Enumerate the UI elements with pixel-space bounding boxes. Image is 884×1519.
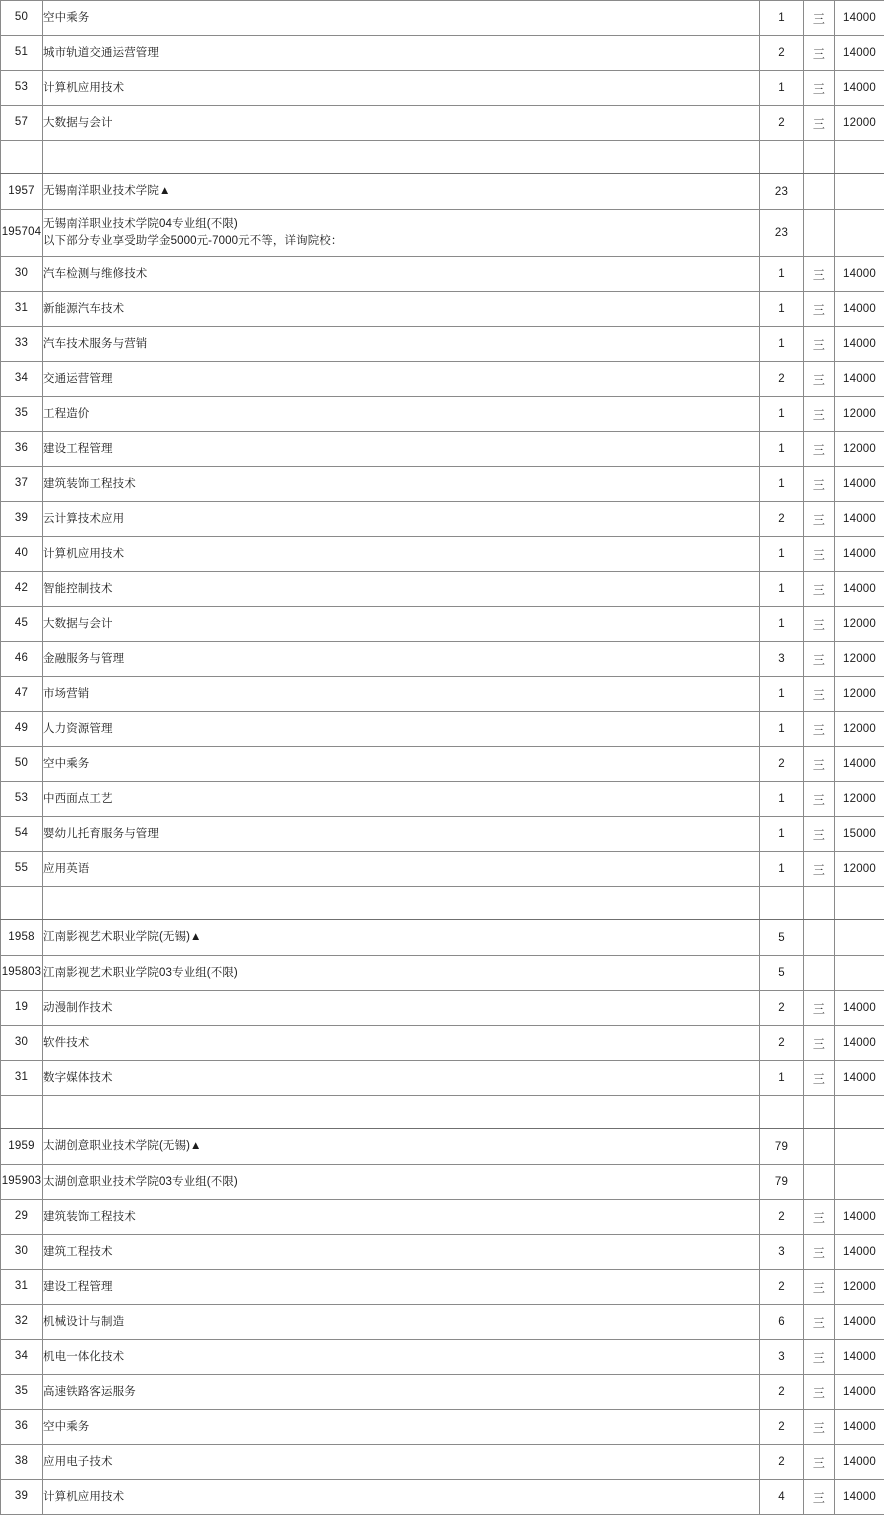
count-cell: 3 (760, 1235, 804, 1270)
count-cell: 2 (760, 1270, 804, 1305)
major-row (1, 1, 884, 36)
name-cell: 计算机应用技术 (43, 537, 760, 572)
tuition-cell: 14000 (835, 362, 884, 397)
duration-cell: 三 (804, 1340, 835, 1375)
code-cell: 195704 (1, 210, 43, 257)
major-row (1, 1061, 884, 1096)
count-cell: 2 (760, 1026, 804, 1061)
major-row (1, 1375, 884, 1410)
major-row (1, 257, 884, 292)
major-group-row (1, 1165, 884, 1200)
name-line-note: 以下部分专业享受助学金5000元-7000元不等，详询院校： (43, 235, 343, 247)
name-cell: 大数据与会计 (43, 607, 760, 642)
tuition-cell: 12000 (835, 397, 884, 432)
code-cell: 49 (1, 712, 43, 747)
code-cell: 32 (1, 1305, 43, 1340)
spacer-code-cell (1, 1096, 43, 1129)
code-cell: 31 (1, 292, 43, 327)
duration-cell: 三 (804, 1200, 835, 1235)
major-row (1, 1340, 884, 1375)
tuition-cell: 14000 (835, 537, 884, 572)
name-cell: 应用英语 (43, 852, 760, 887)
major-row (1, 467, 884, 502)
major-row (1, 362, 884, 397)
tuition-cell: 14000 (835, 1235, 884, 1270)
count-cell: 6 (760, 1305, 804, 1340)
table-spacer-row (1, 887, 884, 920)
count-cell: 79 (760, 1129, 804, 1165)
tuition-cell: 12000 (835, 712, 884, 747)
duration-cell: 三 (804, 1235, 835, 1270)
duration-cell: 三 (804, 747, 835, 782)
count-cell: 1 (760, 397, 804, 432)
duration-cell: 三 (804, 852, 835, 887)
duration-cell: 三 (804, 467, 835, 502)
tuition-cell: 14000 (835, 257, 884, 292)
spacer-sub-cell (804, 141, 835, 174)
name-cell: 汽车检测与维修技术 (43, 257, 760, 292)
major-row (1, 1235, 884, 1270)
major-row (1, 432, 884, 467)
major-row (1, 677, 884, 712)
spacer-count-cell (760, 887, 804, 920)
code-cell: 35 (1, 397, 43, 432)
duration-cell (804, 210, 835, 257)
major-row (1, 991, 884, 1026)
duration-cell: 三 (804, 782, 835, 817)
tuition-cell: 12000 (835, 607, 884, 642)
major-group-row (1, 956, 884, 991)
tuition-cell: 14000 (835, 991, 884, 1026)
name-cell: 数字媒体技术 (43, 1061, 760, 1096)
code-cell: 42 (1, 572, 43, 607)
tuition-cell: 12000 (835, 642, 884, 677)
name-cell: 大数据与会计 (43, 106, 760, 141)
code-cell: 29 (1, 1200, 43, 1235)
tuition-cell: 14000 (835, 1340, 884, 1375)
count-cell: 2 (760, 362, 804, 397)
code-cell: 30 (1, 257, 43, 292)
duration-cell: 三 (804, 292, 835, 327)
code-cell: 37 (1, 467, 43, 502)
code-cell: 54 (1, 817, 43, 852)
major-row (1, 1026, 884, 1061)
name-cell: 婴幼儿托育服务与管理 (43, 817, 760, 852)
code-cell: 35 (1, 1375, 43, 1410)
tuition-cell (835, 1165, 884, 1200)
code-cell: 34 (1, 1340, 43, 1375)
name-cell: 中西面点工艺 (43, 782, 760, 817)
count-cell: 1 (760, 572, 804, 607)
count-cell: 79 (760, 1165, 804, 1200)
tuition-cell: 14000 (835, 1, 884, 36)
tuition-cell: 14000 (835, 1445, 884, 1480)
name-cell: 高速铁路客运服务 (43, 1375, 760, 1410)
school-row (1, 1129, 884, 1165)
count-cell: 2 (760, 1200, 804, 1235)
count-cell: 1 (760, 432, 804, 467)
major-row (1, 1445, 884, 1480)
duration-cell: 三 (804, 1305, 835, 1340)
code-cell: 53 (1, 782, 43, 817)
name-cell: 机电一体化技术 (43, 1340, 760, 1375)
major-row (1, 642, 884, 677)
code-cell: 55 (1, 852, 43, 887)
tuition-cell: 12000 (835, 782, 884, 817)
name-cell: 建筑装饰工程技术 (43, 467, 760, 502)
major-row (1, 327, 884, 362)
duration-cell: 三 (804, 1270, 835, 1305)
name-cell: 建设工程管理 (43, 432, 760, 467)
code-cell: 195803 (1, 956, 43, 991)
duration-cell: 三 (804, 432, 835, 467)
count-cell: 1 (760, 712, 804, 747)
tuition-cell: 14000 (835, 1061, 884, 1096)
duration-cell: 三 (804, 71, 835, 106)
tuition-cell: 12000 (835, 1270, 884, 1305)
name-cell: 太湖创意职业技术学院03专业组(不限) (43, 1165, 760, 1200)
count-cell: 3 (760, 1340, 804, 1375)
name-cell: 智能控制技术 (43, 572, 760, 607)
code-cell: 39 (1, 1480, 43, 1515)
major-row (1, 817, 884, 852)
major-row (1, 852, 884, 887)
code-cell: 31 (1, 1061, 43, 1096)
tuition-cell: 14000 (835, 1375, 884, 1410)
tuition-cell: 12000 (835, 106, 884, 141)
name-cell: 建筑装饰工程技术 (43, 1200, 760, 1235)
name-cell: 动漫制作技术 (43, 991, 760, 1026)
name-cell: 市场营销 (43, 677, 760, 712)
count-cell: 2 (760, 36, 804, 71)
code-cell: 34 (1, 362, 43, 397)
name-cell: 计算机应用技术 (43, 71, 760, 106)
tuition-cell: 14000 (835, 36, 884, 71)
count-cell: 2 (760, 106, 804, 141)
duration-cell: 三 (804, 1061, 835, 1096)
code-cell: 19 (1, 991, 43, 1026)
major-row (1, 537, 884, 572)
code-cell: 46 (1, 642, 43, 677)
spacer-count-cell (760, 141, 804, 174)
duration-cell (804, 920, 835, 956)
tuition-cell: 14000 (835, 572, 884, 607)
duration-cell: 三 (804, 607, 835, 642)
duration-cell: 三 (804, 1, 835, 36)
major-row (1, 1270, 884, 1305)
code-cell: 50 (1, 747, 43, 782)
spacer-name-cell (43, 887, 760, 920)
duration-cell: 三 (804, 36, 835, 71)
major-row (1, 106, 884, 141)
spacer-name-cell (43, 141, 760, 174)
duration-cell: 三 (804, 642, 835, 677)
major-group-row (1, 210, 884, 257)
code-cell: 30 (1, 1026, 43, 1061)
name-cell: 交通运营管理 (43, 362, 760, 397)
major-row (1, 1200, 884, 1235)
count-cell: 2 (760, 991, 804, 1026)
major-row (1, 397, 884, 432)
name-line-primary: 无锡南洋职业技术学院04专业组(不限) (43, 218, 238, 231)
tuition-cell: 12000 (835, 852, 884, 887)
tuition-cell: 12000 (835, 677, 884, 712)
name-cell: 建设工程管理 (43, 1270, 760, 1305)
duration-cell: 三 (804, 1375, 835, 1410)
tuition-cell: 14000 (835, 71, 884, 106)
tuition-cell: 14000 (835, 1480, 884, 1515)
spacer-sub-cell (804, 1096, 835, 1129)
code-cell: 47 (1, 677, 43, 712)
code-cell: 45 (1, 607, 43, 642)
spacer-fee-cell (835, 141, 884, 174)
duration-cell: 三 (804, 1480, 835, 1515)
code-cell: 51 (1, 36, 43, 71)
major-row (1, 1305, 884, 1340)
tuition-cell: 14000 (835, 1200, 884, 1235)
duration-cell (804, 1165, 835, 1200)
duration-cell: 三 (804, 537, 835, 572)
tuition-cell: 14000 (835, 292, 884, 327)
count-cell: 1 (760, 1061, 804, 1096)
count-cell: 1 (760, 537, 804, 572)
table-spacer-row (1, 141, 884, 174)
count-cell: 5 (760, 956, 804, 991)
code-cell: 57 (1, 106, 43, 141)
count-cell: 2 (760, 1375, 804, 1410)
name-cell: 江南影视艺术职业学院(无锡)▲ (43, 920, 760, 956)
duration-cell: 三 (804, 1026, 835, 1061)
count-cell: 1 (760, 852, 804, 887)
code-cell: 1959 (1, 1129, 43, 1165)
duration-cell: 三 (804, 1445, 835, 1480)
count-cell: 2 (760, 747, 804, 782)
duration-cell: 三 (804, 712, 835, 747)
name-cell: 机械设计与制造 (43, 1305, 760, 1340)
tuition-cell (835, 956, 884, 991)
duration-cell: 三 (804, 677, 835, 712)
tuition-cell: 14000 (835, 1026, 884, 1061)
name-cell: 软件技术 (43, 1026, 760, 1061)
tuition-cell: 14000 (835, 747, 884, 782)
tuition-cell: 14000 (835, 502, 884, 537)
code-cell: 36 (1, 1410, 43, 1445)
spacer-fee-cell (835, 1096, 884, 1129)
code-cell: 39 (1, 502, 43, 537)
school-row (1, 174, 884, 210)
code-cell: 33 (1, 327, 43, 362)
table-body (1, 1, 884, 1515)
count-cell: 1 (760, 817, 804, 852)
table-spacer-row (1, 1096, 884, 1129)
name-cell: 计算机应用技术 (43, 1480, 760, 1515)
major-row (1, 1410, 884, 1445)
name-cell: 汽车技术服务与营销 (43, 327, 760, 362)
tuition-cell: 15000 (835, 817, 884, 852)
tuition-cell: 14000 (835, 1305, 884, 1340)
count-cell: 1 (760, 257, 804, 292)
count-cell: 1 (760, 1, 804, 36)
code-cell: 1957 (1, 174, 43, 210)
duration-cell (804, 174, 835, 210)
count-cell: 3 (760, 642, 804, 677)
count-cell: 2 (760, 502, 804, 537)
spacer-count-cell (760, 1096, 804, 1129)
spacer-code-cell (1, 887, 43, 920)
name-cell (43, 210, 760, 257)
major-row (1, 502, 884, 537)
code-cell: 30 (1, 1235, 43, 1270)
name-cell: 云计算技术应用 (43, 502, 760, 537)
major-row (1, 572, 884, 607)
code-cell: 38 (1, 1445, 43, 1480)
count-cell: 4 (760, 1480, 804, 1515)
major-row (1, 607, 884, 642)
tuition-cell: 14000 (835, 327, 884, 362)
name-cell: 江南影视艺术职业学院03专业组(不限) (43, 956, 760, 991)
count-cell: 5 (760, 920, 804, 956)
code-cell: 53 (1, 71, 43, 106)
duration-cell: 三 (804, 502, 835, 537)
tuition-cell (835, 174, 884, 210)
code-cell: 1958 (1, 920, 43, 956)
major-row (1, 782, 884, 817)
tuition-cell (835, 1129, 884, 1165)
name-cell: 人力资源管理 (43, 712, 760, 747)
count-cell: 1 (760, 607, 804, 642)
duration-cell: 三 (804, 257, 835, 292)
spacer-name-cell (43, 1096, 760, 1129)
duration-cell: 三 (804, 817, 835, 852)
tuition-cell (835, 210, 884, 257)
major-row (1, 747, 884, 782)
count-cell: 1 (760, 327, 804, 362)
count-cell: 1 (760, 71, 804, 106)
tuition-cell: 12000 (835, 432, 884, 467)
duration-cell: 三 (804, 1410, 835, 1445)
duration-cell (804, 956, 835, 991)
count-cell: 1 (760, 677, 804, 712)
name-cell: 空中乘务 (43, 747, 760, 782)
code-cell: 31 (1, 1270, 43, 1305)
duration-cell: 三 (804, 397, 835, 432)
count-cell: 1 (760, 782, 804, 817)
major-row (1, 292, 884, 327)
spacer-sub-cell (804, 887, 835, 920)
count-cell: 2 (760, 1410, 804, 1445)
name-cell: 工程造价 (43, 397, 760, 432)
code-cell: 40 (1, 537, 43, 572)
duration-cell: 三 (804, 572, 835, 607)
major-row (1, 36, 884, 71)
duration-cell: 三 (804, 991, 835, 1026)
count-cell: 23 (760, 210, 804, 257)
name-cell: 空中乘务 (43, 1410, 760, 1445)
code-cell: 36 (1, 432, 43, 467)
spacer-fee-cell (835, 887, 884, 920)
count-cell: 1 (760, 292, 804, 327)
count-cell: 2 (760, 1445, 804, 1480)
name-cell: 建筑工程技术 (43, 1235, 760, 1270)
tuition-cell (835, 920, 884, 956)
name-cell: 空中乘务 (43, 1, 760, 36)
name-cell: 太湖创意职业技术学院(无锡)▲ (43, 1129, 760, 1165)
duration-cell: 三 (804, 362, 835, 397)
name-cell: 应用电子技术 (43, 1445, 760, 1480)
spacer-code-cell (1, 141, 43, 174)
major-row (1, 1480, 884, 1515)
tuition-cell: 14000 (835, 1410, 884, 1445)
name-cell: 金融服务与管理 (43, 642, 760, 677)
code-cell: 195903 (1, 1165, 43, 1200)
duration-cell: 三 (804, 106, 835, 141)
duration-cell: 三 (804, 327, 835, 362)
count-cell: 23 (760, 174, 804, 210)
major-row (1, 712, 884, 747)
code-cell: 50 (1, 1, 43, 36)
count-cell: 1 (760, 467, 804, 502)
duration-cell (804, 1129, 835, 1165)
tuition-cell: 14000 (835, 467, 884, 502)
major-row (1, 71, 884, 106)
name-cell: 无锡南洋职业技术学院▲ (43, 174, 760, 210)
name-cell: 城市轨道交通运营管理 (43, 36, 760, 71)
name-cell: 新能源汽车技术 (43, 292, 760, 327)
school-row (1, 920, 884, 956)
